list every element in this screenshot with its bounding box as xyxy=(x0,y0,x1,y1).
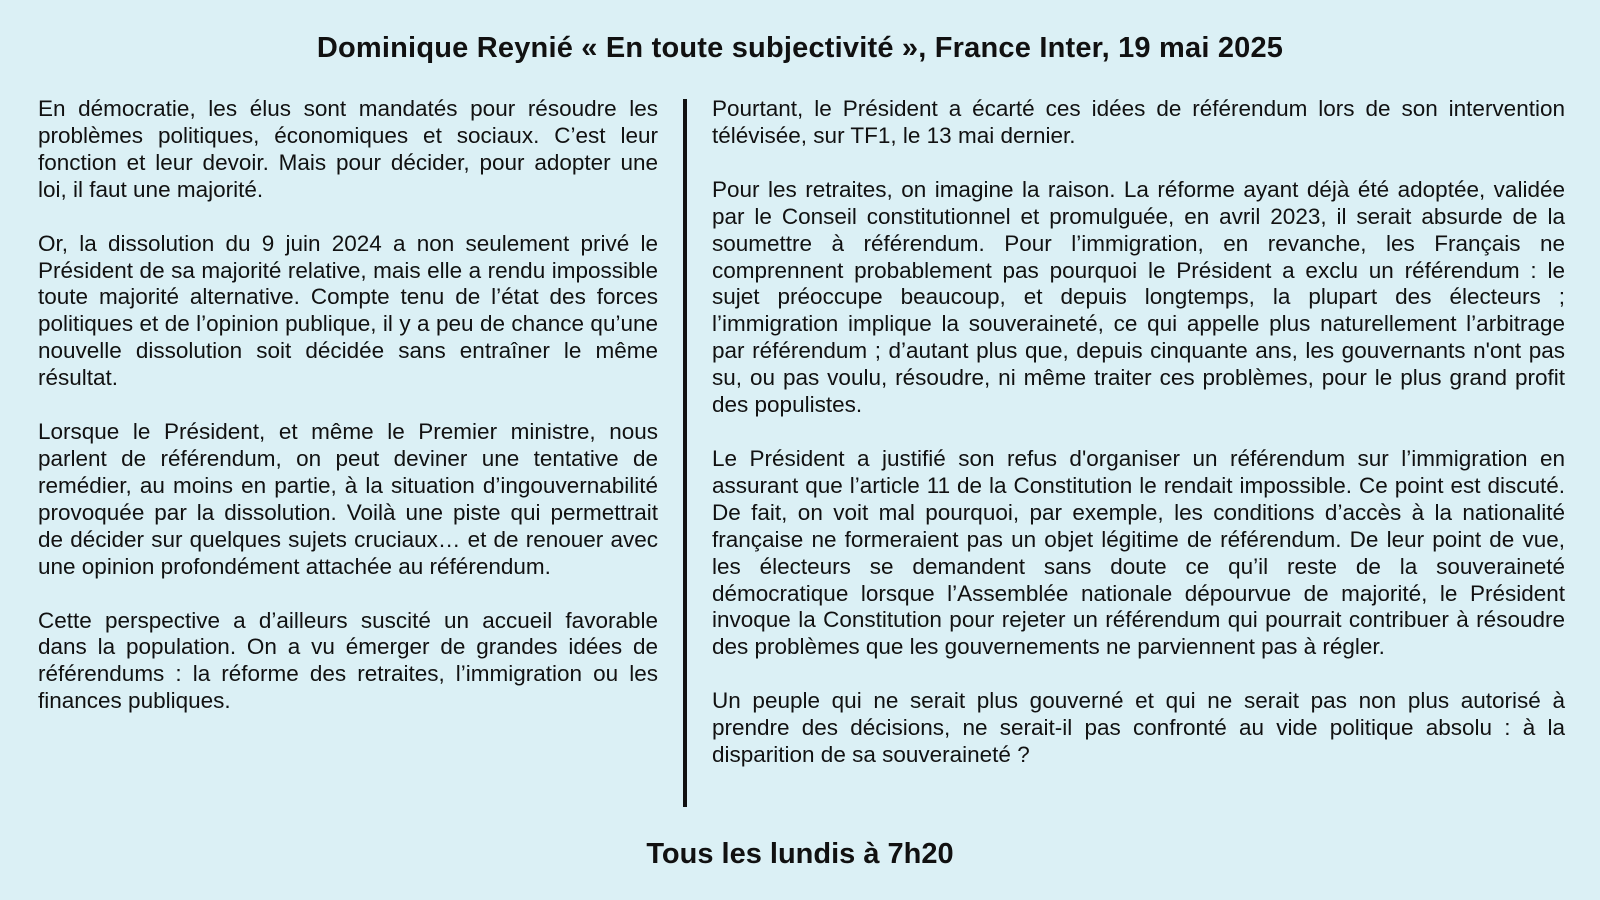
paragraph: Un peuple qui ne serait plus gouverné et qui ne serait pas non plus autorisé à prendre des décisions, ne serait-il pas confronté au vide politique absolu : à la disparition de sa souveraineté ? xyxy=(712,688,1565,768)
paragraph: Lorsque le Président, et même le Premier ministre, nous parlent de référendum, on peut deviner une tentative de remédier, au moins en partie, à la situation d’ingouvernabilité provoquée par la dissolution. Voilà une piste qui permettrait de décider sur quelques sujets cruciaux… et de renouer avec une opinion profondément attachée au référendum. xyxy=(38,419,658,579)
footer-text: Tous les lundis à 7h20 xyxy=(646,838,954,870)
page-title: Dominique Reynié « En toute subjectivité », France Inter, 19 mai 2025 xyxy=(316,32,1284,64)
paragraph: Pour les retraites, on imagine la raison. La réforme ayant déjà été adoptée, validée par le Conseil constitutionnel et promulguée, en avril 2023, il serait absurde de la soumettre à référendum. Pour l’immigration, en revanche, les Français ne comprennent probablement pas pourquoi le Président a exclu un référendum : le sujet préoccupe beaucoup, et depuis longtemps, la plupart des électeurs ; l’immigration implique la souveraineté, ce qui appelle plus naturellement l’arbitrage par référendum ; d’autant plus que, depuis cinquante ans, les gouvernants n'ont pas su, ou pas voulu, résoudre, ni même traiter ces problèmes, pour le plus grand profit des populistes. xyxy=(712,176,1565,418)
paragraph: En démocratie, les élus sont mandatés pour résoudre les problèmes politiques, économiques et sociaux. C’est leur fonction et leur devoir. Mais pour décider, pour adopter une loi, il faut une majorité. xyxy=(38,96,658,202)
paragraph: Or, la dissolution du 9 juin 2024 a non seulement privé le Président de sa majorité relative, mais elle a rendu impossible toute majorité alternative. Compte tenu de l’état des forces politiques et de l’opinion publique, il y a peu de chance qu’une nouvelle dissolution soit décidée sans entraîner le même résultat. xyxy=(38,230,658,391)
paragraph: Le Président a justifié son refus d'organiser un référendum sur l’immigration en assurant que l’article 11 de la Constitution le rendait impossible. Ce point est discuté. De fait, on voit mal pourquoi, par exemple, les conditions d’accès à la nationalité française ne formeraient pas un objet légitime de référendum. De leur point de vue, les électeurs se demandent sans doute ce qu’il reste de la souveraineté démocratique lorsque l’Assemblée nationale dépourvue de majorité, le Président invoque la Constitution pour rejeter un référendum qui pourrait contribuer à résoudre des problèmes que les gouvernements ne parviennent pas à régler. xyxy=(712,445,1565,660)
paragraph: Cette perspective a d’ailleurs suscité un accueil favorable dans la population. On a vu émerger de grandes idées de référendums : la réforme des retraites, l’immigration ou les finances publiques. xyxy=(38,607,658,714)
column-divider xyxy=(683,99,687,807)
paragraph: Pourtant, le Président a écarté ces idées de référendum lors de son intervention télévisée, sur TF1, le 13 mai dernier. xyxy=(712,96,1565,148)
right-column xyxy=(712,96,1565,796)
left-column xyxy=(38,96,658,742)
